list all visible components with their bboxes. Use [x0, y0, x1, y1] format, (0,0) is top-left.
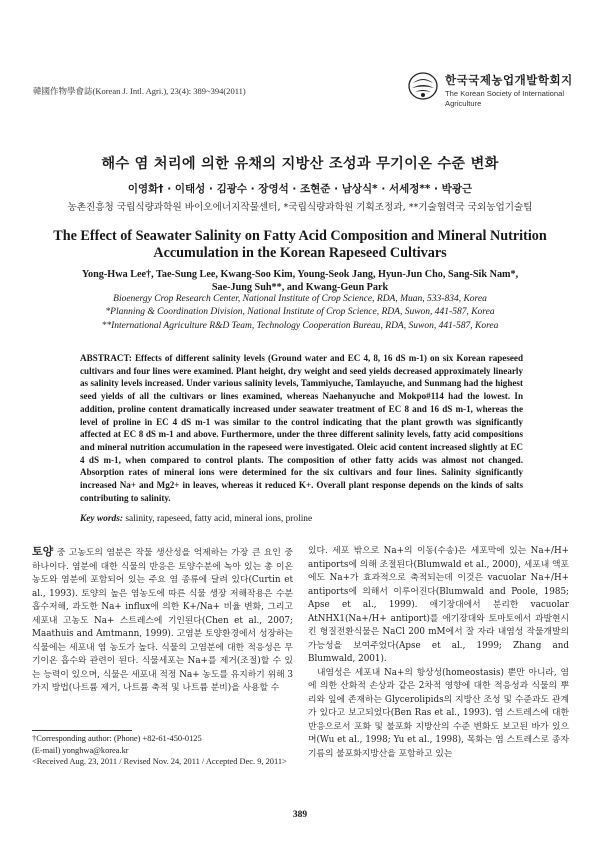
english-title-line2: Accumulation in the Korean Rapeseed Cultivars [153, 245, 447, 261]
journal-reference: 韓國作物學會誌(Korean J. Intl. Agri.), 23(4): 389~394(2011) [33, 86, 246, 96]
keywords-list: salinity, rapeseed, fatty acid, mineral ions, proline [125, 514, 313, 524]
korean-authors: 이영화† · 이태성 · 김광수 · 장영석 · 조현준 · 남상식* · 서세정** · 박광근 [127, 183, 473, 195]
abstract-text: ABSTRACT: Effects of different salinity levels (Ground water and EC 4, 8, 16 dS m-1) on six Korean rapeseed cultivars and four lines were examined. Plant height, dry weight and seed yields decreased approximately linearly as salinity levels increased. Under various salinity levels, Tammiyuche, Tamlayuche, and Sunmang had the highest seed yields of all the cultivars or lines examined, whereas Naehanyuche and Mokpo#114 had the lowest. In addition, proline content dramatically increased under seawater treatment of EC 8 and 16 dS m-1, whereas the level of proline in EC 4 dS m-1 was similar to the control indicating that the plant growth was significantly affected at EC 8 dS m-1 and above. Furthermore, under the three different salinity levels, fatty acid compositions and mineral nutrition accumulation in the rapeseed were investigated. Oleic acid content increased slightly at EC 4 dS m-1, when compared to control plants. The composition of other fatty acids was almost not changed. Absorption rates of mineral ions were determined for the six cultivars and four lines. Salinity significantly increased Na+ and Mg2+ in leaves, whereas it reduced K+. Overall plant response depends on the kinds of salts contributing to salinity. [80, 353, 523, 503]
english-title-line1: The Effect of Seawater Salinity on Fatty Acid Composition and Mineral Nutrition [53, 228, 547, 244]
left-column-text: 중 고농도의 염분은 작물 생산성을 억제하는 가장 큰 요인 중 하나이다. 염분에 대한 식물의 반응은 토양수분에 녹아 있는 총 이온 농도와 염분에 포함되어 있는 주요 염 종류에 달려 있다(Curtin et al., 1993). 토양의 높은 염농도에 따른 식물 생장 저해작용은 수분 흡수저해, 과도한 Na+ influx에 의한 K+/Na+ 비율 변화, 그리고 세포내 고농도 Na+ 스트레스에 기인된다(Chen et al., 2007; Maathuis and Amtmann, 1999). 고염분 토양환경에서 성장하는 식물에는 세포내 염 농도가 높다. 식물의 고염분에 대한 적응성은 무기이온 흡수와 관련이 된다. 식물세포는 Na+를 제거(조절)할 수 있는 능력이 있으며, 식물은 세포내 적정 Na+ 농도를 유지하기 위해 3가지 방법(나트륨 제거, 나트륨 축적 및 나트륨 분비)을 사용할 수 [32, 548, 293, 693]
keywords-label: Key words: [80, 514, 123, 524]
body-right-column [308, 545, 569, 761]
english-affiliations [40, 293, 560, 333]
keywords [80, 514, 523, 524]
footnote-line2: (E-mail) yonghwa@korea.kr [32, 745, 129, 755]
english-affil-line3: **International Agriculture R&D Team, Technology Cooperation Bureau, RDA, Suwon, 441-587, Korea [101, 320, 499, 331]
body-left-column [32, 545, 293, 696]
english-title [40, 228, 560, 262]
society-emblem-icon [407, 71, 439, 101]
korean-affiliation: 농촌진흥청 국립식량과학원 바이오에너지작물센터, *국립식량과학원 기획조정과, **기술협력국 국외농업기술팀 [67, 202, 533, 213]
society-name-en-line1: The Korean Society of International [445, 89, 565, 98]
society-name-korean: 한국국제농업개발학회지 [445, 73, 573, 87]
english-affil-line2: *Planning & Coordination Division, National Institute of Crop Science, RDA, Suwon, 441-587, Korea [105, 307, 495, 318]
lead-word: 토양 [32, 545, 54, 558]
page-number: 389 [292, 810, 308, 820]
footnote-divider [32, 730, 132, 731]
society-name-english [445, 89, 585, 108]
footnote-line3: <Received Aug. 23, 2011 / Revised Nov. 24, 2011 / Accepted Dec. 9, 2011> [32, 757, 287, 767]
english-authors-line2: Sae-Jung Suh**, and Kwang-Geun Park [211, 282, 389, 293]
english-authors [40, 268, 560, 294]
english-affil-line1: Bioenergy Crop Research Center, National Institute of Crop Science, RDA, Muan, 533-834, Korea [113, 294, 487, 304]
korean-title: 해수 염 처리에 의한 유채의 지방산 조성과 무기이온 수준 변화 [101, 156, 499, 172]
english-authors-line1: Yong-Hwa Lee†, Tae-Sung Lee, Kwang-Soo Kim, Young-Seok Jang, Hyun-Jun Cho, Sang-Sik Nam*, [81, 269, 519, 280]
society-name-en-line2: Agriculture [445, 98, 482, 108]
footnote-line1: †Corresponding author: (Phone) +82-61-450-0125 [32, 734, 202, 743]
right-paragraph-1: 있다. 세포 밖으로 Na+의 이동(수송)은 세포막에 있는 Na+/H+ antiports에 의해 조절된다(Blumwald et al., 2000), 세포내 액포에도 Na+가 효과적으로 축적되는데 이것은 vacuolar Na+/H+ antiports에 의해서 이루어진다(Blumwald and Poole, 1985; Apse et al., 1999). 애기장대에서 분리한 vacuolar AtNHX1(Na+/H+ antiport)를 애기장대와 토마토에서 과발현시킨 형질전환식물은 NaCl 200 mM에서 잘 자라 내염성 작물개발의 가능성을 보여주었다(Apse et al., 1999; Zhang and Blumwald, 2001). [308, 546, 569, 664]
right-paragraph-2: 내염성은 세포내 Na+의 항상성(homeostasis) 뿐만 아니라, 염에 의한 산화적 손상과 같은 2차적 영향에 대한 적응성과 식물의 뿌리와 잎에 존재하는 Glycerolipids의 지방산 조성 및 수준과도 관계가 있다고 보고되었다(Ben Ras et al., 1993). 염 스트레스에 대한 반응으로서 포화 및 불포화 지방산의 수준 변화도 보고된 바가 있으며(Wu et al., 1998; Yu et al., 1998), 목화는 염 스트레스로 종자 기름의 불포화지방산을 포함하고 있는 [308, 667, 569, 759]
footnote [32, 733, 302, 768]
